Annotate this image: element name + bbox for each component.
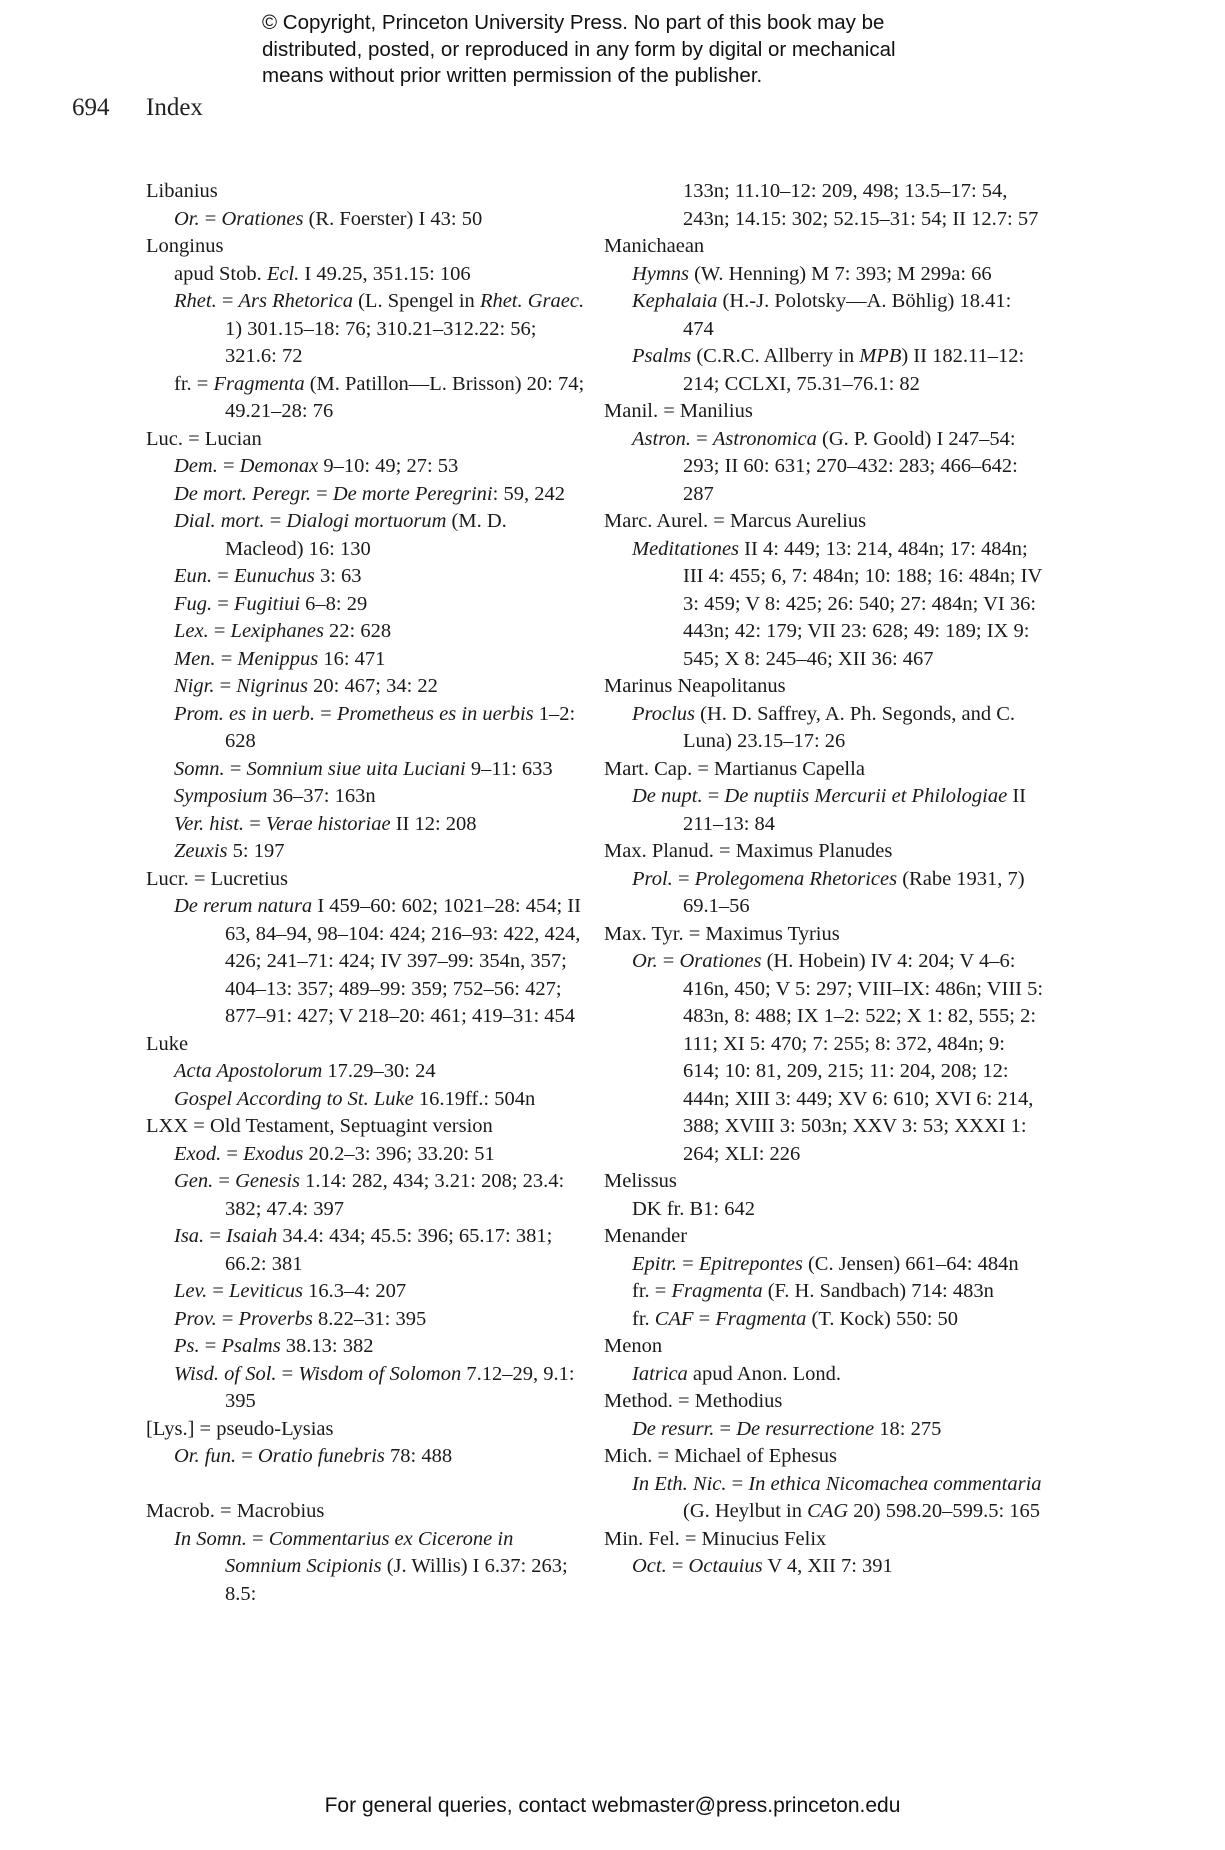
index-heading: Menander: [604, 1225, 688, 1247]
index-heading: Method. = Methodius: [604, 1390, 783, 1412]
index-subentry: Isa. = Isaiah 34.4: 434; 45.5: 396; 65.17: 381; 66.2: 381: [174, 1225, 553, 1275]
italic-title: Fragmenta: [715, 1307, 807, 1330]
italic-title: Demonax: [239, 455, 319, 477]
italic-title: De nupt.: [632, 785, 703, 807]
italic-title: Fragmenta: [213, 372, 305, 395]
italic-title: Men.: [174, 647, 216, 670]
italic-title: Kephalaia: [632, 290, 718, 312]
index-heading: Max. Tyr. = Maximus Tyrius: [604, 922, 840, 945]
index-heading: Lucr. = Lucretius: [146, 867, 288, 890]
italic-title: Octauius: [688, 1555, 763, 1577]
italic-title: Nigrinus: [236, 675, 309, 697]
index-subentry: Symposium 36–37: 163n: [174, 785, 376, 807]
index-subentry: DK fr. B1: 642: [632, 1197, 755, 1220]
italic-title: Ver. hist.: [174, 812, 245, 835]
italic-title: Lex.: [174, 620, 209, 642]
italic-title: Fug.: [174, 592, 213, 615]
italic-title: Or.: [174, 207, 200, 230]
italic-title: Rhet.: [174, 290, 217, 312]
italic-title: Acta Apostolorum: [174, 1060, 323, 1082]
italic-title: Astronomica: [712, 427, 817, 450]
italic-title: Meditationes: [632, 537, 740, 560]
index-subentry: Epitr. = Epitrepontes (C. Jensen) 661–64: 484n: [632, 1252, 1019, 1275]
index-subentry: Fug. = Fugitiui 6–8: 29: [174, 592, 368, 615]
index-heading: Luke: [146, 1032, 189, 1055]
index-heading: Mich. = Michael of Ephesus: [604, 1445, 838, 1467]
italic-title: De resurr.: [632, 1417, 715, 1440]
index-subentry: Gen. = Genesis 1.14: 282, 434; 3.21: 208; 23.4: 382; 47.4: 397: [174, 1170, 565, 1220]
italic-title: Isaiah: [226, 1225, 278, 1247]
index-heading: Melissus: [604, 1170, 677, 1192]
italic-title: Prom. es in uerb.: [174, 702, 316, 725]
italic-title: Lexiphanes: [230, 620, 324, 642]
index-subentry: Kephalaia (H.-J. Polotsky—A. Böhlig) 18.41: 474: [632, 290, 1012, 340]
italic-title: CAG: [807, 1500, 849, 1522]
italic-title: Proclus: [632, 702, 696, 725]
section-title: Index: [146, 94, 203, 121]
italic-title: Astron.: [632, 427, 692, 450]
index-heading: Macrob. = Macrobius: [146, 1500, 325, 1522]
italic-title: Lev.: [174, 1280, 208, 1302]
index-subentry: In Somn. = Commentarius ex Cicerone in Somnium Scipionis (J. Willis) I 6.37: 263; 8.5:: [174, 1527, 568, 1605]
italic-title: Iatrica: [632, 1362, 688, 1385]
index-subentry: In Eth. Nic. = In ethica Nicomachea commentaria (G. Heylbut in CAG 20) 598.20–599.5: 165: [632, 1472, 1042, 1522]
italic-title: De rerum natura: [174, 895, 313, 917]
index-heading: Marc. Aurel. = Marcus Aurelius: [604, 510, 867, 532]
index-subentry: Prol. = Prolegomena Rhetorices (Rabe 1931, 7) 69.1–56: [632, 867, 1025, 917]
index-subentry: Ps. = Psalms 38.13: 382: [174, 1335, 374, 1357]
italic-title: De morte Peregrini: [332, 482, 493, 505]
index-subentry: Or. fun. = Oratio funebris 78: 488: [174, 1445, 453, 1467]
index-heading: Manil. = Manilius: [604, 400, 753, 422]
italic-title: Prolegomena Rhetorices: [694, 867, 898, 890]
index-heading: Marinus Neapolitanus: [604, 675, 786, 697]
italic-title: In Somn.: [174, 1527, 247, 1550]
italic-title: Dem.: [174, 455, 218, 477]
index-subentry: Hymns (W. Henning) M 7: 393; M 299a: 66: [632, 262, 992, 285]
italic-title: Or.: [632, 950, 658, 972]
index-subentry: apud Stob. Ecl. I 49.25, 351.15: 106: [174, 262, 471, 285]
index-heading: Libanius: [146, 180, 218, 202]
italic-title: Ps.: [174, 1335, 200, 1357]
index-subentry: Lex. = Lexiphanes 22: 628: [174, 620, 392, 642]
index-heading: Max. Planud. = Maximus Planudes: [604, 840, 893, 862]
index-heading: Manichaean: [604, 235, 705, 257]
index-heading: Menon: [604, 1335, 663, 1357]
italic-title: Symposium: [174, 785, 268, 807]
italic-title: Dialogi mortuorum: [286, 510, 447, 532]
index-subentry: Prom. es in uerb. = Prometheus es in uerbis 1–2: 628: [174, 702, 576, 752]
index-subentry: 133n; 11.10–12: 209, 498; 13.5–17: 54, 243n; 14.15: 302; 52.15–31: 54; II 12.7: 57: [683, 180, 1039, 230]
italic-title: Exodus: [243, 1142, 304, 1165]
index-subentry: Or. = Orationes (H. Hobein) IV 4: 204; V 4–6: 416n, 450; V 5: 297; VIII–IX: 486n; VIII 5: 483n, 8: 488; IX 1–2: 522; X 1: 82, 555; 2: 111; XI 5: 470; 7: 255; 8: 372, 484n; 9: 614; 10: 81, 209, 215; 11: 204, 208; 12: 444n; XIII 3: 449; XV 6: 610; XVI 6: 214, 388; XVIII 3: 503n; XXV 3: 53; XXXI 1: 264; XLI: 226: [632, 950, 1044, 1165]
index-subentry: De resurr. = De resurrectione 18: 275: [632, 1417, 942, 1440]
index-subentry: fr. CAF = Fragmenta (T. Kock) 550: 50: [632, 1307, 959, 1330]
italic-title: Somn.: [174, 757, 225, 780]
italic-title: Proverbs: [238, 1307, 313, 1330]
italic-title: Genesis: [235, 1170, 300, 1192]
index-subentry: Proclus (H. D. Saffrey, A. Ph. Segonds, and C. Luna) 23.15–17: 26: [632, 702, 1016, 752]
index-heading: Min. Fel. = Minucius Felix: [604, 1527, 827, 1550]
italic-title: Psalms: [221, 1335, 281, 1357]
italic-title: Oct.: [632, 1555, 667, 1577]
italic-title: Wisd. of Sol.: [174, 1362, 277, 1385]
italic-title: Prometheus es in uerbis: [336, 702, 534, 725]
italic-title: Menippus: [237, 647, 319, 670]
italic-title: Epitr.: [632, 1252, 677, 1275]
italic-title: Fugitiui: [233, 592, 301, 615]
index-heading: Longinus: [146, 235, 224, 257]
index-column-left: [146, 178, 586, 1608]
index-subentry: Gospel According to St. Luke 16.19ff.: 504n: [174, 1087, 536, 1110]
italic-title: Isa.: [174, 1225, 205, 1247]
italic-title: Zeuxis: [174, 840, 228, 862]
index-subentry: Acta Apostolorum 17.29–30: 24: [174, 1060, 436, 1082]
italic-title: Dial. mort.: [174, 510, 265, 532]
index-subentry: Exod. = Exodus 20.2–3: 396; 33.20: 51: [174, 1142, 495, 1165]
index-subentry: De nupt. = De nuptiis Mercurii et Philologiae II 211–13: 84: [632, 785, 1026, 835]
italic-title: Orationes: [221, 207, 304, 230]
italic-title: Hymns: [632, 262, 689, 285]
italic-title: Eun.: [174, 565, 213, 587]
index-column-right: [604, 178, 1044, 1581]
italic-title: Somnium siue uita Luciani: [246, 757, 466, 780]
index-subentry: De mort. Peregr. = De morte Peregrini: 59, 242: [174, 482, 565, 505]
index-subentry: Astron. = Astronomica (G. P. Goold) I 247–54: 293; II 60: 631; 270–432: 283; 466–642: 287: [632, 427, 1018, 505]
copyright-notice: [262, 10, 1022, 90]
italic-title: De nuptiis Mercurii et Philologiae: [724, 785, 1008, 807]
italic-title: Epitrepontes: [698, 1252, 803, 1275]
index-subentry: Dial. mort. = Dialogi mortuorum (M. D. Macleod) 16: 130: [174, 510, 507, 560]
italic-title: Ars Rhetorica: [238, 290, 353, 312]
italic-title: Orationes: [679, 950, 762, 972]
copyright-line: © Copyright, Princeton University Press. No part of this book may be: [262, 11, 885, 34]
italic-title: Nigr.: [174, 675, 215, 697]
page-number: 694: [72, 94, 110, 121]
italic-title: CAF: [654, 1307, 694, 1330]
copyright-line: means without prior written permission of the publisher.: [262, 64, 763, 87]
index-subentry: Rhet. = Ars Rhetorica (L. Spengel in Rhet. Graec. 1) 301.15–18: 76; 310.21–312.22: 56; 321.6: 72: [174, 290, 585, 367]
index-subentry: De rerum natura I 459–60: 602; 1021–28: 454; II 63, 84–94, 98–104: 424; 216–93: 422, 424, 426; 241–71: 424; IV 397–99: 354n, 357; 404–13: 357; 489–99: 359; 752–56: 427; 877–91: 427; V 218–20: 461; 419–31: 454: [174, 895, 581, 1027]
index-heading: Mart. Cap. = Martianus Capella: [604, 757, 865, 780]
index-subentry: Or. = Orationes (R. Foerster) I 43: 50: [174, 207, 483, 230]
italic-title: Psalms: [632, 345, 692, 367]
italic-title: Or. fun.: [174, 1445, 237, 1467]
italic-title: Leviticus: [229, 1280, 304, 1302]
index-subentry: fr. = Fragmenta (F. H. Sandbach) 714: 483n: [632, 1280, 994, 1302]
italic-title: Eunuchus: [233, 565, 315, 587]
copyright-line: distributed, posted, or reproduced in any form by digital or mechanical: [262, 37, 896, 61]
index-subentry: Meditationes II 4: 449; 13: 214, 484n; 17: 484n; III 4: 455; 6, 7: 484n; 10: 188; 16: 484n; IV 3: 459; V 8: 425; 26: 540; 27: 484n; VI 36: 443n; 42: 179; VII 23: 628; 49: 189; IX 9: 545; X 8: 245–46; XII 36: 467: [632, 537, 1042, 670]
footer-contact: For general queries, contact webmaster@press.princeton.edu: [324, 1794, 901, 1817]
italic-title: De resurrectione: [736, 1417, 875, 1440]
index-subentry: Somn. = Somnium siue uita Luciani 9–11: 633: [174, 757, 553, 780]
index-subentry: Oct. = Octauius V 4, XII 7: 391: [632, 1555, 893, 1577]
index-heading: Luc. = Lucian: [146, 427, 262, 450]
index-heading: LXX = Old Testament, Septuagint version: [146, 1115, 493, 1137]
italic-title: Exod.: [174, 1142, 222, 1165]
italic-title: Prol.: [632, 867, 673, 890]
italic-title: Wisdom of Solomon: [298, 1362, 462, 1385]
italic-title: Gen.: [174, 1170, 214, 1192]
index-subentry: Iatrica apud Anon. Lond.: [632, 1362, 841, 1385]
italic-title: Fragmenta: [671, 1280, 763, 1302]
italic-title: Rhet. Graec.: [479, 290, 585, 312]
index-subentry: Wisd. of Sol. = Wisdom of Solomon 7.12–29, 9.1: 395: [174, 1362, 575, 1412]
index-subentry: Ver. hist. = Verae historiae II 12: 208: [174, 812, 477, 835]
italic-title: De mort. Peregr.: [174, 482, 312, 505]
index-subentry: fr. = Fragmenta (M. Patillon—L. Brisson) 20: 74; 49.21–28: 76: [174, 372, 585, 422]
index-subentry: Zeuxis 5: 197: [174, 840, 285, 862]
italic-title: In ethica Nicomachea commentaria: [748, 1472, 1042, 1495]
index-subentry: Dem. = Demonax 9–10: 49; 27: 53: [174, 455, 459, 477]
italic-title: MPB: [859, 345, 902, 367]
italic-title: Commentarius ex Cicerone in Somnium Scipionis: [225, 1527, 514, 1577]
italic-title: Verae historiae: [265, 812, 391, 835]
index-subentry: Nigr. = Nigrinus 20: 467; 34: 22: [174, 675, 438, 697]
index-subentry: Lev. = Leviticus 16.3–4: 207: [174, 1280, 407, 1302]
index-subentry: Prov. = Proverbs 8.22–31: 395: [174, 1307, 427, 1330]
italic-title: Gospel According to St. Luke: [174, 1087, 414, 1110]
index-heading: [Lys.] = pseudo-Lysias: [146, 1417, 334, 1440]
index-subentry: Psalms (C.R.C. Allberry in MPB) II 182.11–12: 214; CCLXI, 75.31–76.1: 82: [632, 345, 1025, 395]
italic-title: Ecl.: [266, 262, 300, 285]
index-subentry: Men. = Menippus 16: 471: [174, 647, 386, 670]
italic-title: Oratio funebris: [257, 1445, 385, 1467]
running-head: [72, 94, 203, 122]
italic-title: Prov.: [174, 1307, 217, 1330]
index-subentry: Eun. = Eunuchus 3: 63: [174, 565, 362, 587]
italic-title: In Eth. Nic.: [632, 1472, 727, 1495]
